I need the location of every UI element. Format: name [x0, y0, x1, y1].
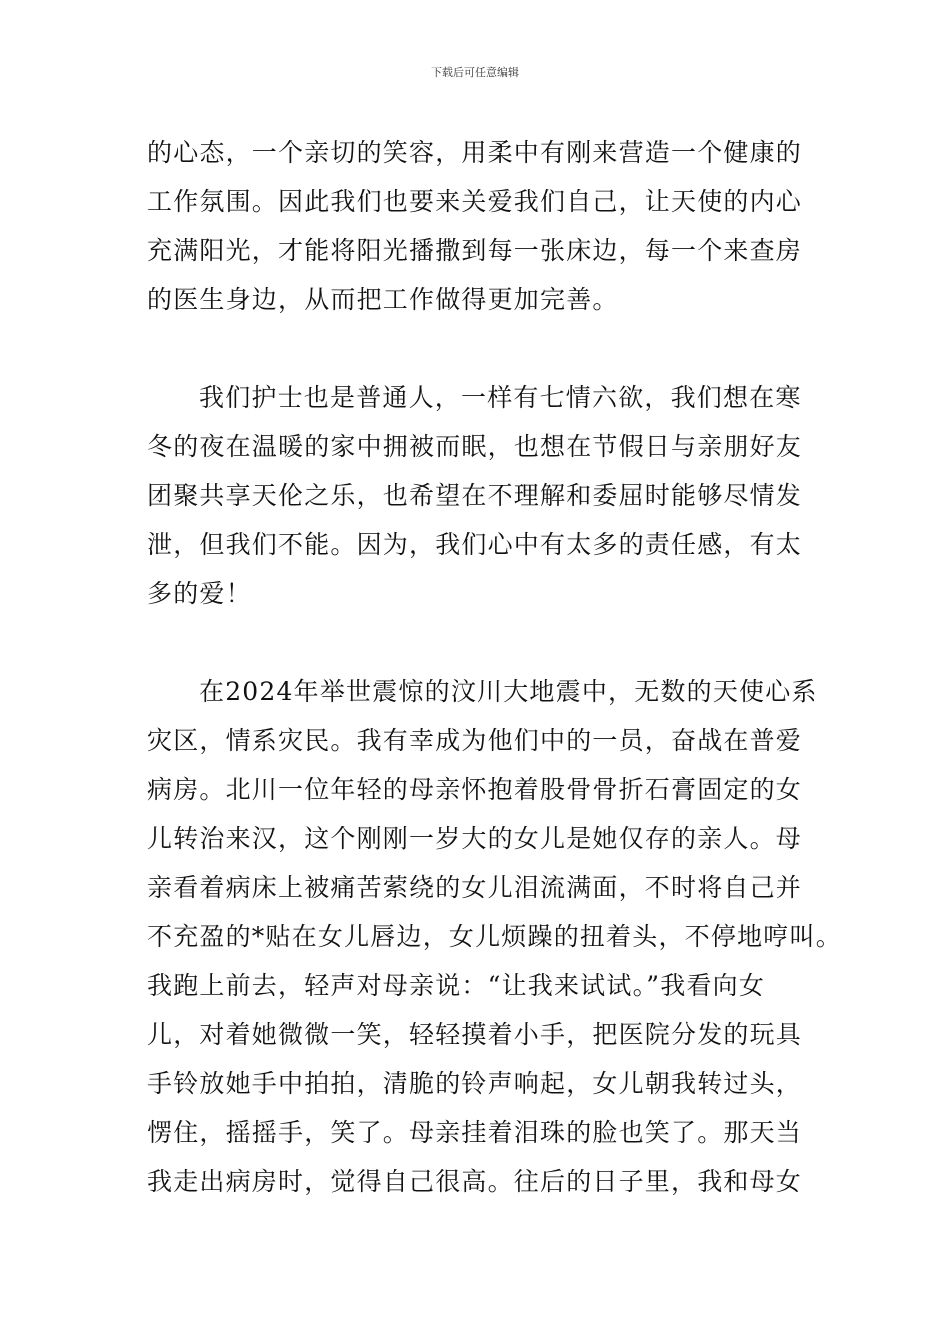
text-line: 愣住，摇摇手，笑了。母亲挂着泪珠的脸也笑了。那天当 [147, 1118, 803, 1147]
text-line: 儿，对着她微微一笑，轻轻摸着小手，把医院分发的玩具 [147, 1020, 803, 1049]
text-line: 我走出病房时，觉得自己很高。往后的日子里，我和母女 [147, 1167, 803, 1196]
paragraph-spacer [147, 324, 827, 373]
text-line: 不充盈的*贴在女儿唇边，女儿烦躁的扭着头，不停地哼叫。 [147, 922, 842, 951]
text-line: 充满阳光，才能将阳光播撒到每一张床边，每一个来查房 [147, 236, 803, 265]
text-line: 在2024年举世震惊的汶川大地震中，无数的天使心系 [199, 677, 818, 706]
text-line: 泄，但我们不能。因为，我们心中有太多的责任感，有太 [147, 530, 803, 559]
text-line: 冬的夜在温暖的家中拥被而眠，也想在节假日与亲朋好友 [147, 432, 803, 461]
paragraph-1 [147, 128, 827, 324]
text-line: 工作氛围。因此我们也要来关爱我们自己，让天使的内心 [147, 187, 803, 216]
text-line: 亲看着病床上被痛苦萦绕的女儿泪流满面，不时将自己并 [147, 873, 803, 902]
text-line: 我跑上前去，轻声对母亲说：“让我来试试。”我看向女 [147, 971, 766, 1000]
paragraph-2 [147, 373, 827, 618]
text-line: 儿转治来汉，这个刚刚一岁大的女儿是她仅存的亲人。母 [147, 824, 803, 853]
document-body [147, 128, 842, 1206]
text-line: 的心态，一个亲切的笑容，用柔中有刚来营造一个健康的 [147, 138, 803, 167]
page-header: 下载后可任意编辑 [431, 66, 519, 79]
paragraph-spacer [147, 618, 827, 667]
text-line: 的医生身边，从而把工作做得更加完善。 [147, 285, 619, 314]
text-line: 团聚共享天伦之乐，也希望在不理解和委屈时能够尽情发 [147, 481, 803, 510]
text-line: 手铃放她手中拍拍，清脆的铃声响起，女儿朝我转过头， [147, 1069, 803, 1098]
text-line: 病房。北川一位年轻的母亲怀抱着股骨骨折石膏固定的女 [147, 775, 803, 804]
text-line: 灾区，情系灾民。我有幸成为他们中的一员，奋战在普爱 [147, 726, 803, 755]
text-line: 多的爱！ [147, 579, 252, 608]
text-line: 我们护士也是普通人，一样有七情六欲，我们想在寒 [199, 383, 802, 412]
paragraph-3 [147, 667, 842, 1206]
